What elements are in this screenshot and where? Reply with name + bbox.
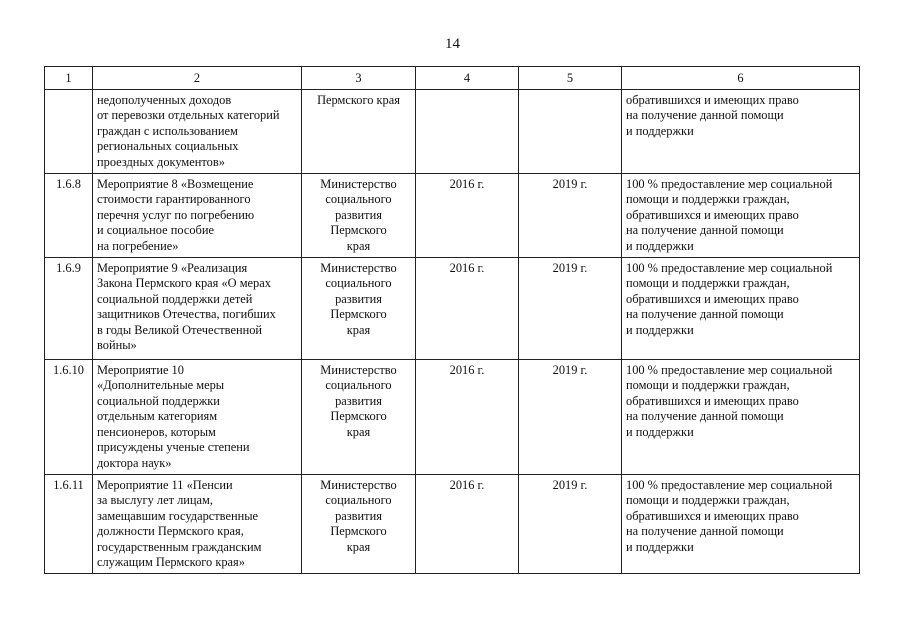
row-number: 1.6.9: [45, 258, 93, 360]
executor: Министерство социального развития Пермского края: [302, 474, 416, 573]
end-year: 2019 г.: [519, 474, 622, 573]
table-row: [45, 174, 860, 258]
measure-name: Мероприятие 11 «Пенсии за выслугу лет лицам, замещавшим государственные должности Пермского края, государственным гражданским служащим Пермского края»: [93, 474, 302, 573]
measure-name: недополученных доходов от перевозки отдельных категорий граждан с использованием региональных социальных проездных документов»: [93, 90, 302, 174]
row-number: 1.6.8: [45, 174, 93, 258]
table-row: [45, 258, 860, 360]
column-header-4: 4: [416, 67, 519, 90]
executor: Министерство социального развития Пермского края: [302, 360, 416, 475]
row-number: [45, 90, 93, 174]
table-row: [45, 474, 860, 573]
expected-result: 100 % предоставление мер социальной помощи и поддержки граждан, обратившихся и имеющих право на получение данной помощи и поддержки: [622, 258, 860, 360]
table-row: [45, 90, 860, 174]
start-year: [416, 90, 519, 174]
start-year: 2016 г.: [416, 474, 519, 573]
table-row: [45, 360, 860, 475]
row-number: 1.6.10: [45, 360, 93, 475]
measure-name: Мероприятие 9 «Реализация Закона Пермского края «О мерах социальной поддержки детей защитников Отечества, погибших в годы Великой Отечественной войны»: [93, 258, 302, 360]
row-number: 1.6.11: [45, 474, 93, 573]
measure-name: Мероприятие 10 «Дополнительные меры социальной поддержки отдельным категориям пенсионеров, которым присуждены ученые степени доктора наук»: [93, 360, 302, 475]
column-header-2: 2: [93, 67, 302, 90]
end-year: 2019 г.: [519, 258, 622, 360]
column-header-1: 1: [45, 67, 93, 90]
end-year: 2019 г.: [519, 360, 622, 475]
start-year: 2016 г.: [416, 360, 519, 475]
expected-result: 100 % предоставление мер социальной помощи и поддержки граждан, обратившихся и имеющих право на получение данной помощи и поддержки: [622, 174, 860, 258]
expected-result: 100 % предоставление мер социальной помощи и поддержки граждан, обратившихся и имеющих право на получение данной помощи и поддержки: [622, 474, 860, 573]
measures-table: [44, 66, 860, 574]
expected-result: обратившихся и имеющих право на получение данной помощи и поддержки: [622, 90, 860, 174]
measure-name: Мероприятие 8 «Возмещение стоимости гарантированного перечня услуг по погребению и социальное пособие на погребение»: [93, 174, 302, 258]
executor: Министерство социального развития Пермского края: [302, 258, 416, 360]
executor: Министерство социального развития Пермского края: [302, 174, 416, 258]
column-header-3: 3: [302, 67, 416, 90]
table-header-row: [45, 67, 860, 90]
end-year: 2019 г.: [519, 174, 622, 258]
page-number: 14: [445, 36, 460, 52]
start-year: 2016 г.: [416, 174, 519, 258]
column-header-5: 5: [519, 67, 622, 90]
expected-result: 100 % предоставление мер социальной помощи и поддержки граждан, обратившихся и имеющих право на получение данной помощи и поддержки: [622, 360, 860, 475]
end-year: [519, 90, 622, 174]
executor: Пермского края: [302, 90, 416, 174]
column-header-6: 6: [622, 67, 860, 90]
start-year: 2016 г.: [416, 258, 519, 360]
